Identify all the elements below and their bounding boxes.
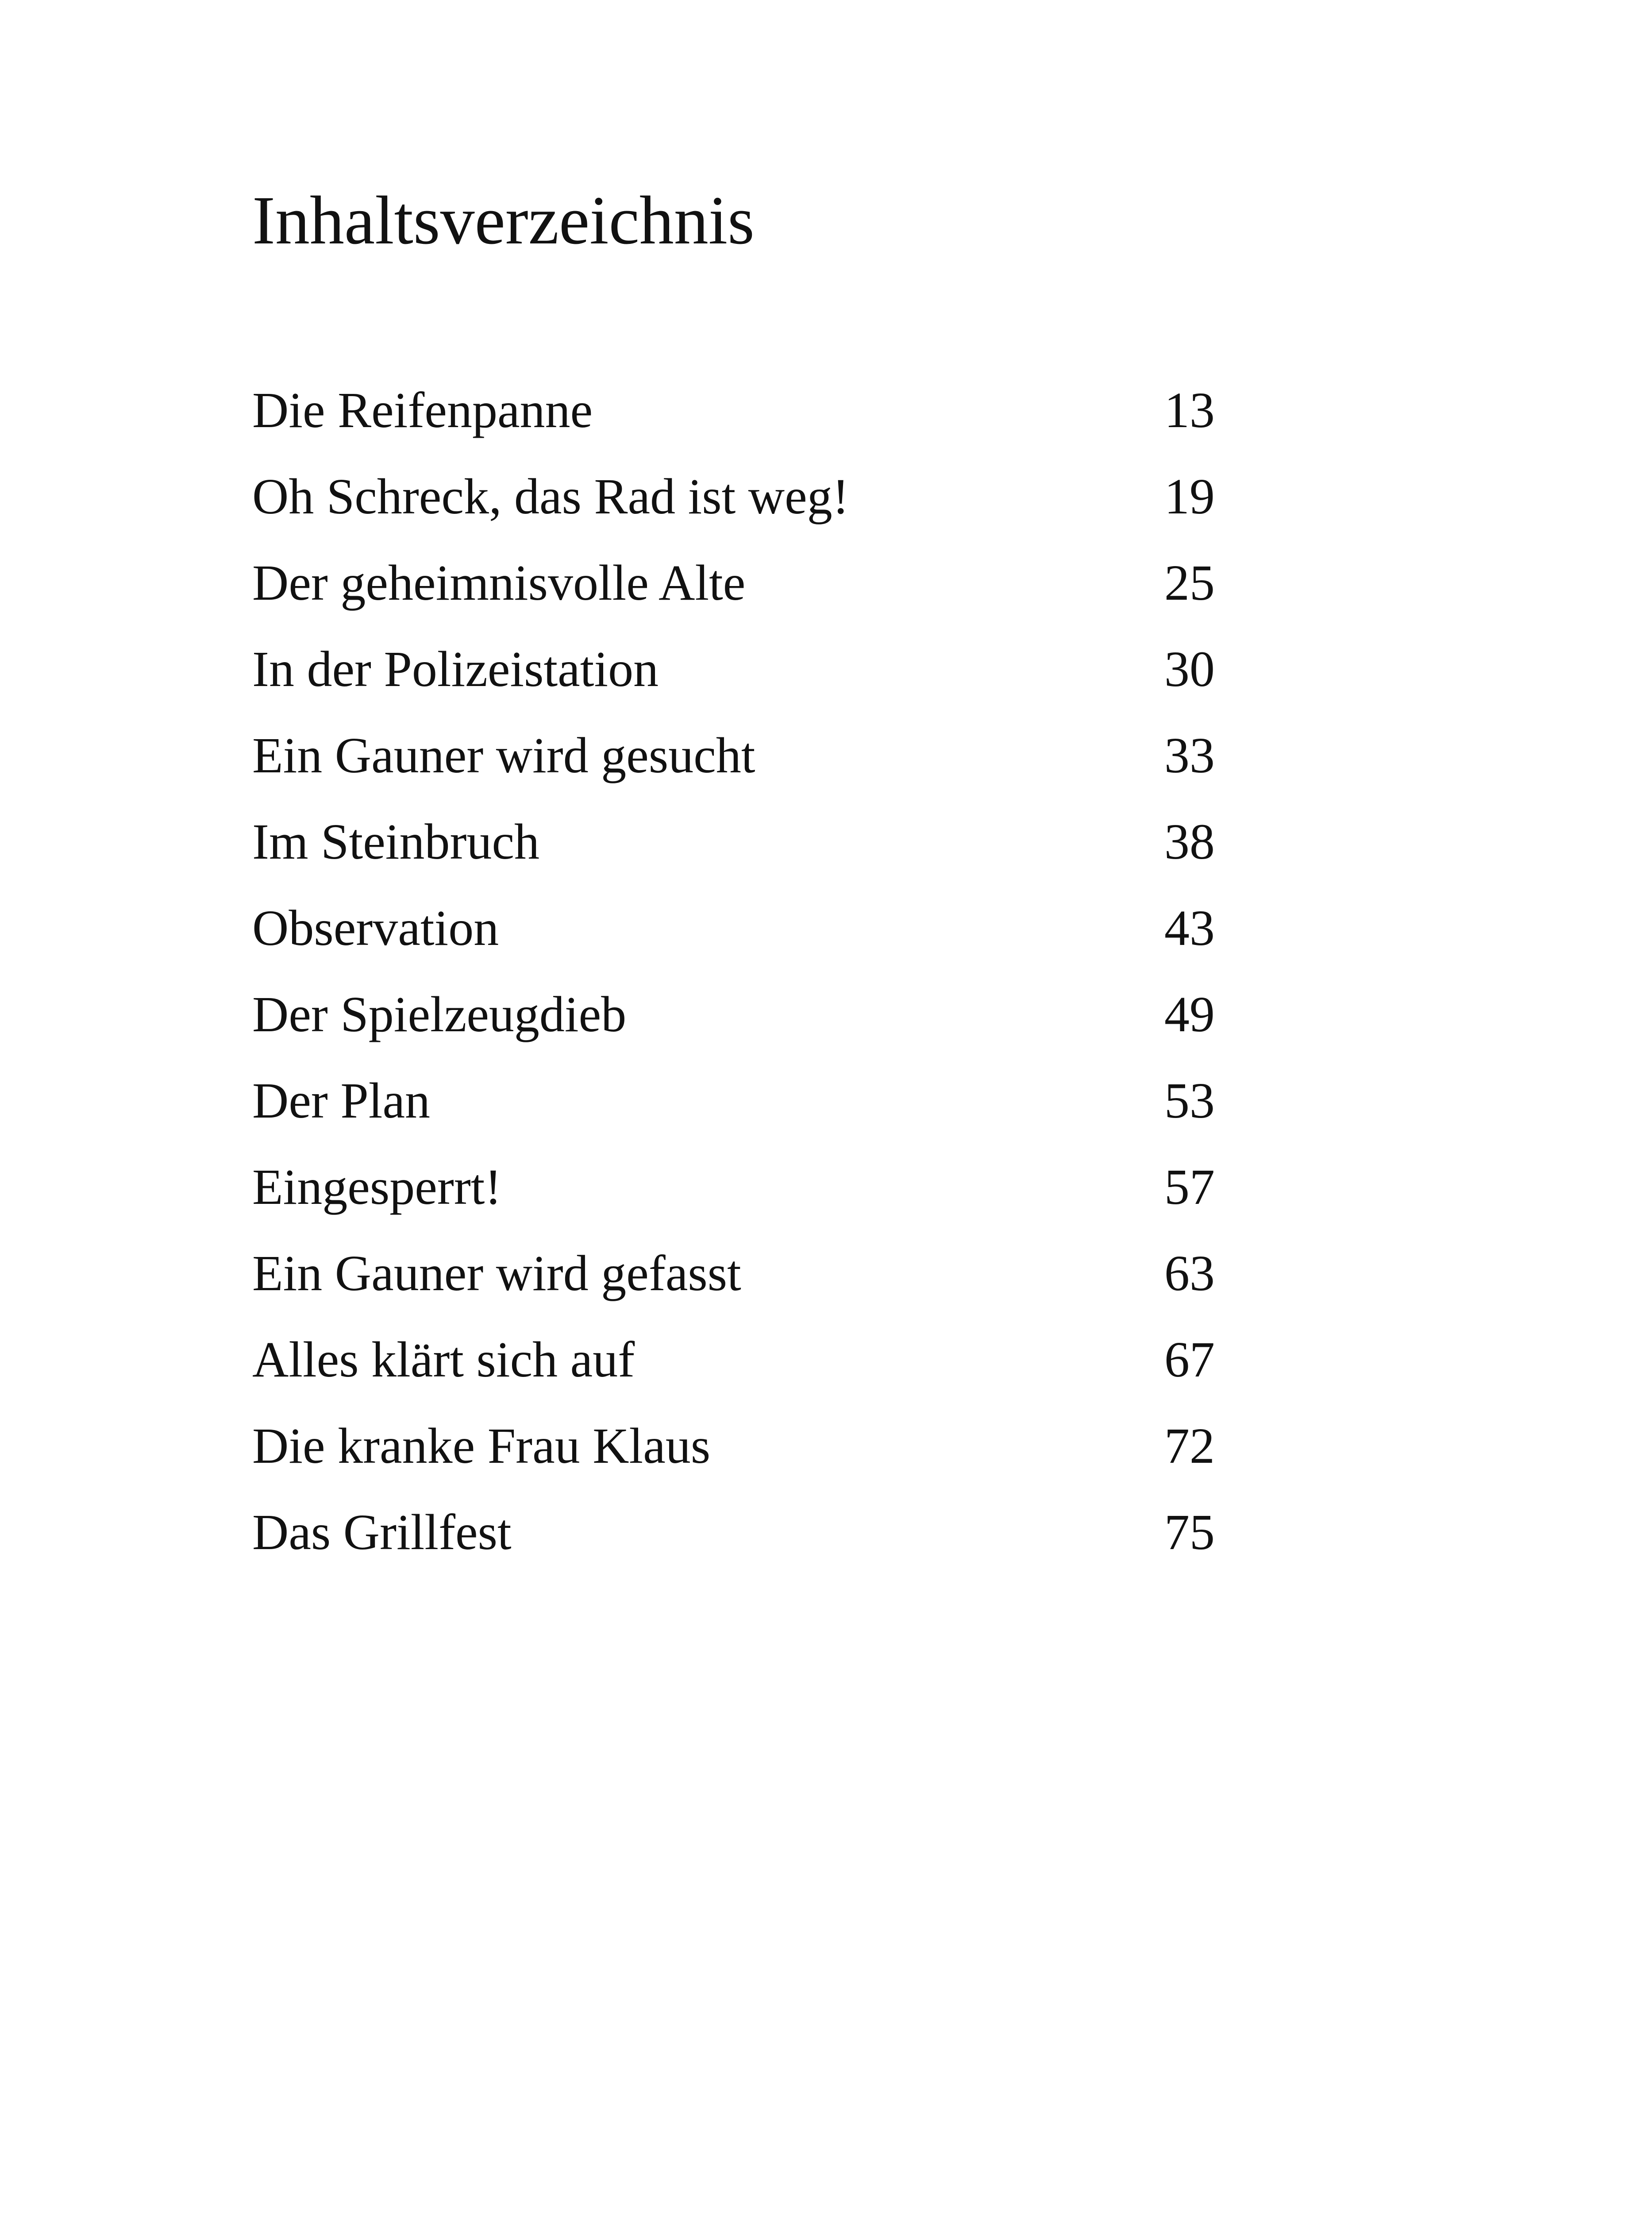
toc-entry-title: Eingesperrt! bbox=[252, 1159, 502, 1215]
toc-entry-page: 25 bbox=[1164, 555, 1215, 611]
page-title: Inhaltsverzeichnis bbox=[252, 182, 755, 258]
toc-entry-page: 67 bbox=[1164, 1331, 1215, 1388]
toc-entry-page: 43 bbox=[1164, 900, 1215, 956]
toc-entry-page: 49 bbox=[1164, 986, 1215, 1042]
toc-entry-page: 72 bbox=[1164, 1418, 1215, 1474]
toc-entry bbox=[252, 1331, 1215, 1421]
toc-entry bbox=[252, 382, 1215, 471]
toc-entry-title: Die kranke Frau Klaus bbox=[252, 1418, 711, 1474]
toc-entry-title: Oh Schreck, das Rad ist weg! bbox=[252, 468, 849, 524]
toc-entry-page: 30 bbox=[1164, 641, 1215, 697]
toc-entry-title: Ein Gauner wird gesucht bbox=[252, 727, 755, 783]
toc-entry-title: Der Plan bbox=[252, 1072, 431, 1129]
toc-entry bbox=[252, 1245, 1215, 1334]
toc-entry bbox=[252, 813, 1215, 903]
toc-entry-page: 38 bbox=[1164, 813, 1215, 870]
toc-entry-title: Die Reifenpanne bbox=[252, 382, 593, 438]
toc-entry bbox=[252, 468, 1215, 558]
toc-entry bbox=[252, 1159, 1215, 1248]
toc-entry-title: Ein Gauner wird gefasst bbox=[252, 1245, 741, 1301]
table-of-contents bbox=[252, 382, 1215, 1593]
toc-entry-title: Observation bbox=[252, 900, 499, 956]
toc-entry-page: 63 bbox=[1164, 1245, 1215, 1301]
toc-entry bbox=[252, 727, 1215, 817]
toc-entry-page: 53 bbox=[1164, 1072, 1215, 1129]
toc-entry-page: 19 bbox=[1164, 468, 1215, 524]
toc-entry bbox=[252, 555, 1215, 644]
toc-entry-title: Im Steinbruch bbox=[252, 813, 540, 870]
toc-entry-title: Alles klärt sich auf bbox=[252, 1331, 635, 1388]
toc-entry-page: 13 bbox=[1164, 382, 1215, 438]
toc-entry bbox=[252, 900, 1215, 989]
toc-entry bbox=[252, 641, 1215, 730]
toc-entry bbox=[252, 1504, 1215, 1593]
toc-entry-title: Der geheimnisvolle Alte bbox=[252, 555, 746, 611]
toc-entry-title: Das Grillfest bbox=[252, 1504, 512, 1560]
toc-entry-title: In der Polizeistation bbox=[252, 641, 659, 697]
toc-entry-page: 33 bbox=[1164, 727, 1215, 783]
toc-entry bbox=[252, 1072, 1215, 1162]
toc-entry bbox=[252, 1418, 1215, 1507]
toc-entry-page: 75 bbox=[1164, 1504, 1215, 1560]
toc-entry bbox=[252, 986, 1215, 1076]
toc-entry-title: Der Spielzeugdieb bbox=[252, 986, 627, 1042]
toc-entry-page: 57 bbox=[1164, 1159, 1215, 1215]
